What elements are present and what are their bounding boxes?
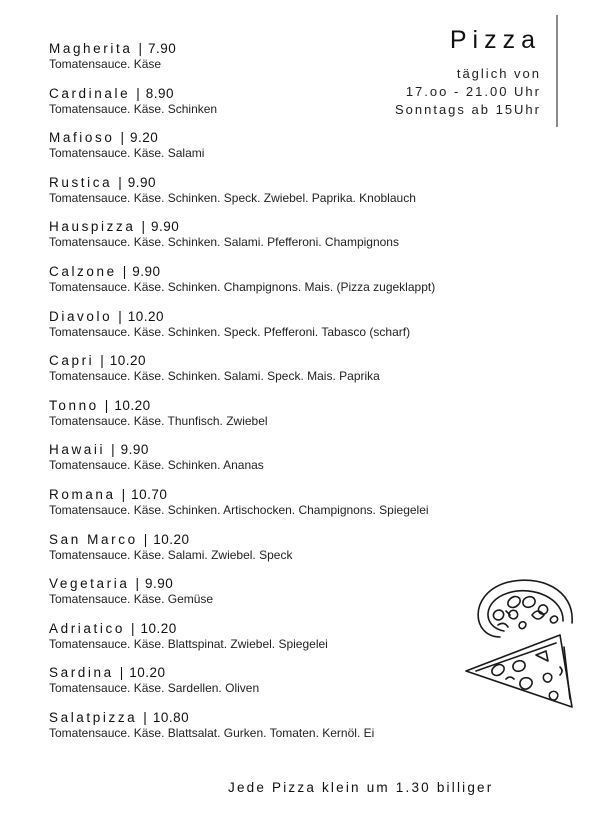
menu-item-separator: |	[122, 263, 127, 279]
menu-item-title	[49, 85, 549, 102]
menu-item	[49, 531, 549, 576]
menu-item	[49, 129, 549, 174]
menu-item-toppings: Tomatensauce. Käse. Salami	[49, 146, 205, 161]
menu-item-toppings: Tomatensauce. Käse. Schinken. Champignons. Mais. (Pizza zugeklappt)	[49, 279, 436, 294]
menu-item-title	[49, 263, 549, 280]
menu-item-price: 9.90	[120, 442, 149, 458]
menu-item-name: Cardinale	[49, 85, 131, 101]
menu-item-name: Rustica	[49, 174, 113, 190]
menu-item-toppings: Tomatensauce. Käse. Schinken. Salami. Speck. Mais. Paprika	[49, 369, 380, 384]
menu-item-separator: |	[111, 442, 115, 458]
menu-item-toppings: Tomatensauce. Käse. Schinken	[49, 101, 218, 116]
menu-item-title	[49, 129, 549, 146]
menu-item-price: 9.90	[144, 576, 174, 592]
menu-item-price: 7.90	[147, 41, 177, 56]
menu-item-name: Magherita	[49, 41, 133, 56]
menu-item-toppings: Tomatensauce. Käse. Schinken. Speck. Pfefferoni. Tabasco (scharf)	[49, 324, 411, 339]
menu-item-name: Tonno	[49, 397, 99, 413]
menu-item-name: Calzone	[49, 263, 117, 279]
menu-item-title	[49, 218, 549, 235]
menu-item-separator: |	[118, 308, 122, 324]
menu-item-toppings: Tomatensauce. Käse. Schinken. Ananas	[49, 458, 264, 473]
menu-item-price: 9.20	[130, 130, 159, 146]
footer-note: Jede Pizza klein um 1.30 billiger	[228, 780, 494, 795]
menu-item-toppings: Tomatensauce. Käse. Schinken. Salami. Pfefferoni. Champignons	[49, 235, 399, 250]
menu-item-separator: |	[141, 219, 145, 235]
menu-item-price: 10.20	[109, 353, 147, 369]
menu-item-price: 9.90	[127, 174, 157, 190]
menu-item-name: Capri	[49, 353, 95, 369]
menu-item-toppings: Tomatensauce. Käse. Schinken. Artischocken. Champignons. Spiegelei	[49, 502, 429, 517]
menu-item-price: 10.20	[140, 620, 177, 636]
menu-item-separator: |	[130, 620, 135, 636]
menu-item-name: Vegetaria	[49, 576, 130, 592]
menu-item-name: San Marco	[49, 531, 138, 547]
menu-item-name: Romana	[49, 486, 116, 502]
menu-item	[49, 85, 549, 130]
menu-item-price: 10.70	[131, 486, 168, 502]
menu-item-separator: |	[100, 353, 104, 369]
menu-item-title	[49, 486, 549, 503]
menu-item-separator: |	[136, 85, 140, 101]
menu-item-price: 10.20	[114, 397, 151, 413]
menu-item-name: Mafioso	[49, 130, 115, 146]
menu-item-price: 10.20	[129, 665, 166, 681]
menu-item-price: 10.20	[127, 308, 165, 324]
menu-item-title	[49, 174, 549, 191]
menu-item-toppings: Tomatensauce. Käse. Sardellen. Oliven	[49, 681, 260, 696]
menu-item-toppings: Tomatensauce. Käse. Thunfisch. Zwiebel	[49, 413, 268, 428]
menu-item-name: Hauspizza	[49, 219, 136, 235]
menu-item-separator: |	[135, 576, 139, 592]
menu-item	[49, 486, 549, 531]
menu-item	[49, 174, 549, 219]
menu-item-toppings: Tomatensauce. Käse. Schinken. Speck. Zwiebel. Paprika. Knoblauch	[49, 190, 416, 205]
menu-item-title	[49, 531, 549, 548]
menu-item-name: Salatpizza	[49, 709, 138, 725]
menu-item-separator: |	[118, 174, 122, 190]
menu-item-price: 9.90	[150, 219, 180, 235]
menu-item-title	[49, 441, 549, 458]
pizza-line-art-icon	[460, 575, 578, 720]
menu-item-separator: |	[120, 130, 124, 146]
menu-item	[49, 441, 549, 486]
menu-item-toppings: Tomatensauce. Käse. Blattspinat. Zwiebel. Spiegelei	[49, 636, 328, 651]
menu-item-price: 10.80	[152, 709, 190, 725]
menu-item-name: Adriatico	[49, 620, 125, 636]
menu-item	[49, 352, 549, 397]
menu-item-toppings: Tomatensauce. Käse. Salami. Zwiebel. Speck	[49, 547, 293, 562]
menu-item-name: Sardina	[49, 665, 114, 681]
menu-item-toppings: Tomatensauce. Käse. Gemüse	[49, 592, 214, 607]
menu-item-title	[49, 308, 549, 325]
menu-item-separator: |	[138, 41, 142, 56]
menu-item	[49, 263, 549, 308]
menu-item-title	[49, 40, 549, 57]
hours-line-2: 17.oo - 21.00 Uhr	[405, 84, 541, 99]
header-divider	[556, 15, 558, 127]
menu-item-title	[49, 397, 549, 414]
menu-item-name: Hawaii	[49, 442, 106, 458]
menu-item-separator: |	[121, 486, 126, 502]
menu-item-price: 8.90	[145, 85, 174, 101]
menu-item-separator: |	[143, 531, 148, 547]
menu-item-name: Diavolo	[49, 308, 113, 324]
menu-item-toppings: Tomatensauce. Käse	[49, 57, 162, 71]
menu-item-price: 10.20	[153, 531, 190, 547]
menu-item	[49, 218, 549, 263]
menu-item	[49, 308, 549, 353]
menu-item	[49, 397, 549, 442]
menu-item	[49, 40, 549, 85]
hours-line-3: Sonntags ab 15Uhr	[394, 102, 541, 117]
page-title: Pizza	[449, 26, 541, 54]
menu-item-separator: |	[119, 665, 124, 681]
menu-item-separator: |	[104, 397, 109, 413]
menu-item-title	[49, 352, 549, 369]
menu-item-price: 9.90	[132, 263, 161, 279]
menu-item-separator: |	[143, 709, 147, 725]
hours-line-1: täglich von	[456, 66, 541, 81]
menu-item-toppings: Tomatensauce. Käse. Blattsalat. Gurken. Tomaten. Kernöl. Ei	[49, 725, 375, 740]
